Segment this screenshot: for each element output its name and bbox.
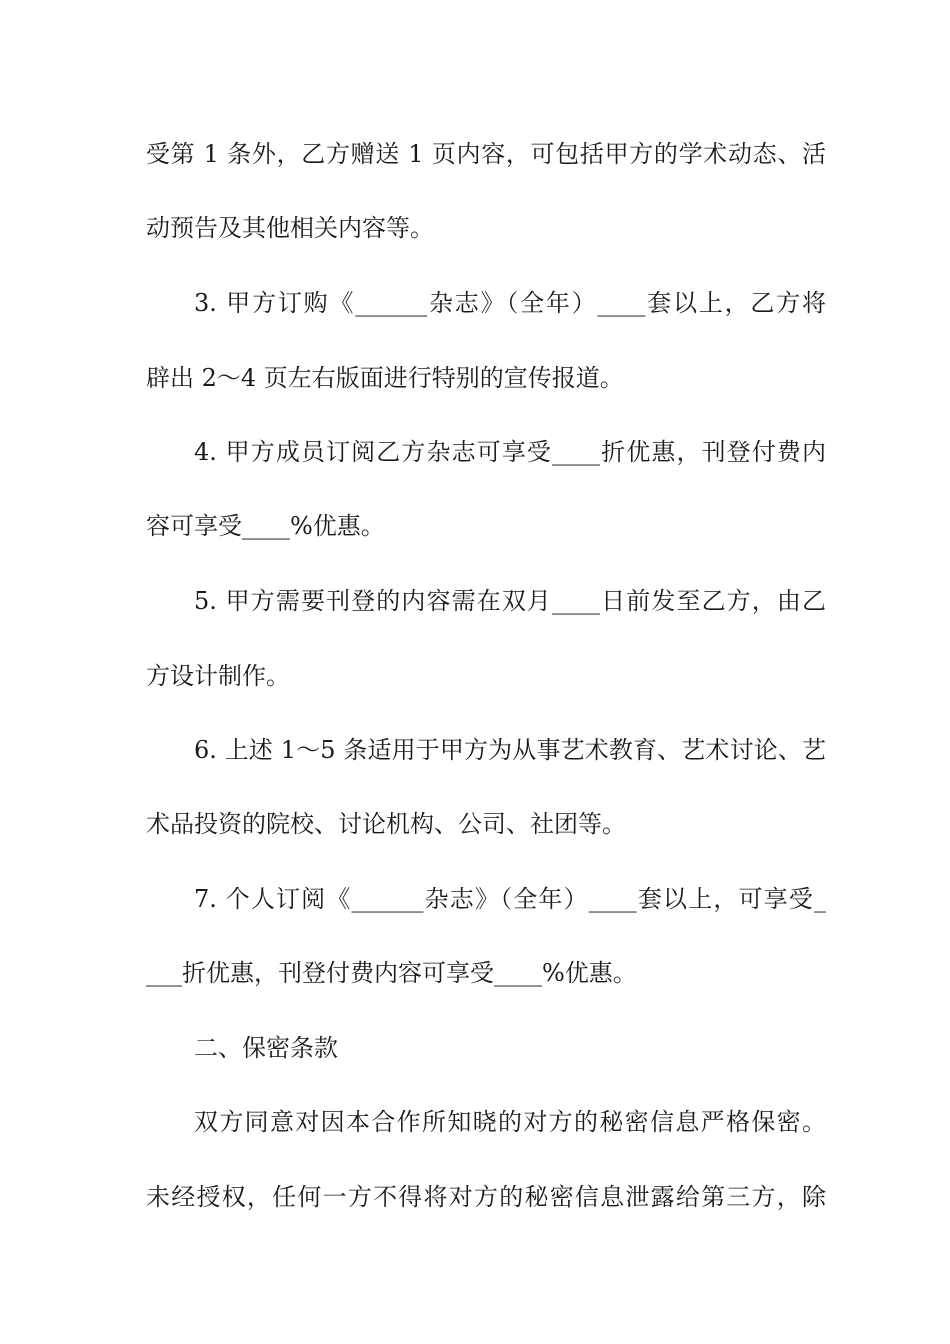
clause-7-line: 7. 个人订阅《______杂志》（全年）____套以上，可享受_ — [194, 885, 826, 913]
clause-4-line: 4. 甲方成员订阅乙方杂志可享受____折优惠，刊登付费内 — [194, 438, 826, 466]
section-heading: 二、保密条款 — [194, 1034, 338, 1062]
paragraph-line: ___折优惠，刊登付费内容可享受____%优惠。 — [146, 959, 637, 987]
paragraph-line: 动预告及其他相关内容等。 — [146, 214, 434, 242]
paragraph-line: 方设计制作。 — [146, 662, 290, 690]
paragraph-line: 未经授权，任何一方不得将对方的秘密信息泄露给第三方，除 — [146, 1183, 826, 1211]
confidentiality-line: 双方同意对因本合作所知晓的对方的秘密信息严格保密。 — [194, 1108, 826, 1136]
clause-5-line: 5. 甲方需要刊登的内容需在双月____日前发至乙方，由乙 — [194, 587, 826, 615]
paragraph-line: 受第 1 条外，乙方赠送 1 页内容，可包括甲方的学术动态、活 — [146, 140, 826, 168]
clause-6-line: 6. 上述 1～5 条适用于甲方为从事艺术教育、艺术讨论、艺 — [194, 736, 826, 764]
clause-3-line: 3. 甲方订购《______杂志》（全年）____套以上，乙方将 — [194, 289, 826, 317]
paragraph-line: 辟出 2～4 页左右版面进行特别的宣传报道。 — [146, 364, 624, 392]
paragraph-line: 容可享受____%优惠。 — [146, 512, 385, 540]
paragraph-line: 术品投资的院校、讨论机构、公司、社团等。 — [146, 810, 626, 838]
